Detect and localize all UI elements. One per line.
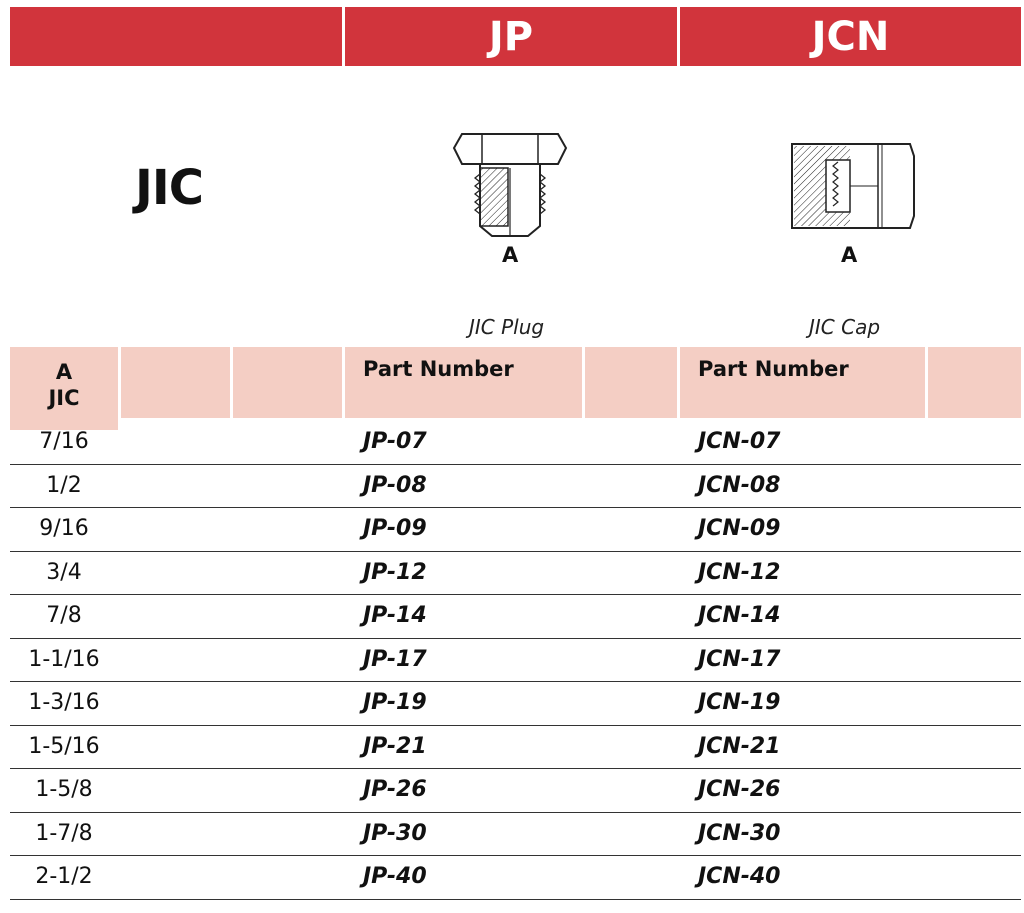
jp-part-number-cell: JP-07 [363,429,427,454]
part-table-body [10,421,1021,900]
header-bar-blank [10,7,342,66]
jp-part-number-cell: JP-26 [363,777,427,802]
plug-dimension-label: A [502,243,519,267]
cap-dimension-label: A [841,243,858,267]
jp-part-number-cell: JP-14 [363,603,427,628]
size-cell: 1-5/16 [28,733,100,759]
size-cell: 1-5/8 [35,777,93,802]
jcn-part-number-cell: JCN-26 [698,777,781,802]
jcn-part-number-cell: JCN-21 [698,733,781,759]
jic-cap-drawing-icon [778,136,918,236]
jcn-part-number-cell: JCN-14 [698,603,781,628]
size-cell: 9/16 [39,516,89,541]
jcn-part-number-cell: JCN-30 [698,820,781,846]
table-row [10,508,1021,552]
jcn-part-number-cell: JCN-40 [698,864,781,889]
table-row [10,726,1021,770]
header-bar-jcn: JCN [680,7,1021,66]
jcn-part-number-cell: JCN-17 [698,646,781,672]
cap-caption: JIC Cap [809,315,881,339]
jcn-part-number-cell: JCN-07 [698,429,781,454]
table-row [10,813,1021,857]
jcn-part-number-cell: JCN-09 [698,516,781,541]
size-cell: 7/8 [46,603,82,628]
jic-plug-drawing-icon [440,126,580,246]
header-spacer [928,347,1021,418]
plug-caption: JIC Plug [469,315,545,339]
size-cell: 7/16 [39,429,89,454]
header-spacer [585,347,677,418]
jp-part-number-cell: JP-40 [363,864,427,889]
jcn-part-number-header: Part Number [680,347,925,418]
jp-part-number-cell: JP-12 [363,559,427,585]
table-row [10,465,1021,509]
size-cell: 3/4 [46,559,82,585]
jp-part-number-cell: JP-21 [363,733,427,759]
family-title: JIC [135,160,203,216]
jp-part-number-cell: JP-30 [363,820,427,846]
table-row [10,552,1021,596]
header-spacer [121,347,230,418]
jp-part-number-cell: JP-09 [363,516,427,541]
table-row [10,595,1021,639]
size-cell: 1/2 [46,472,82,498]
jp-part-number-cell: JP-19 [363,690,427,715]
jp-part-number-cell: JP-17 [363,646,427,672]
header-bar-jp: JP [345,7,677,66]
jp-part-number-header: Part Number [345,347,582,418]
jcn-part-number-cell: JCN-19 [698,690,781,715]
table-row [10,769,1021,813]
size-cell: 1-3/16 [28,690,100,715]
table-row [10,639,1021,683]
size-column-header [10,347,118,430]
jcn-part-number-cell: JCN-12 [698,559,781,585]
table-row [10,421,1021,465]
size-cell: 2-1/2 [35,864,93,889]
size-cell: 1-1/16 [28,646,100,672]
size-header-bottom: JIC [48,386,80,410]
table-row [10,682,1021,726]
jp-part-number-cell: JP-08 [363,472,427,498]
jcn-part-number-cell: JCN-08 [698,472,781,498]
table-row [10,856,1021,900]
size-header-top: A [55,360,73,384]
size-cell: 1-7/8 [35,820,93,846]
header-spacer [233,347,342,418]
